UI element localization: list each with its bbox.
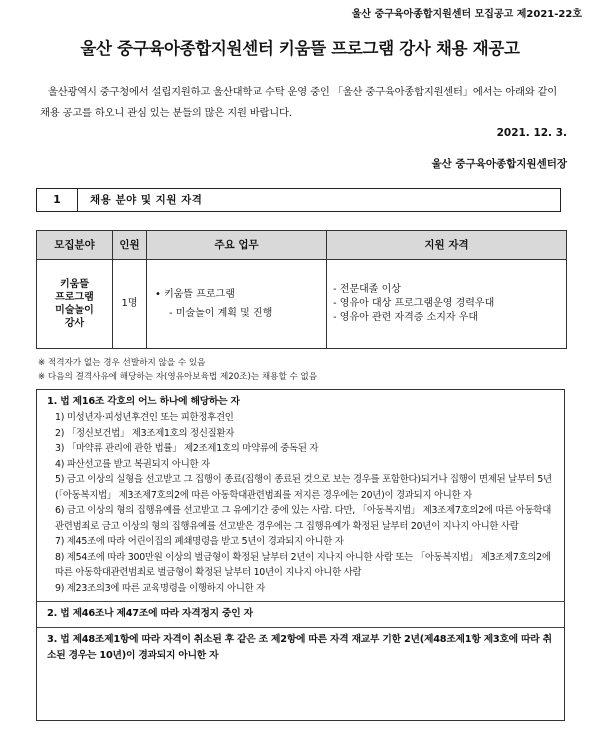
col-header-duties: 주요 업무 [147,231,327,260]
table-header-row [37,231,567,260]
field-line: 키움뜰 [60,279,89,290]
notice-date: 2021. 12. 3. [496,127,567,139]
section-number: 1 [36,188,78,212]
list-item: 8) 제54조에 따라 300만원 이상의 벌금형이 확정된 날부터 2년이 지나지 아니한 사람 또는 「아동복지법」 제3조제7호의2에 따른 아동학대관련범죄로 벌금형이 확정된 날부터 10년이 지나지 아니한 사람 [55,551,551,578]
list-item: 2) 「정신보건법」 제3조제1호의 정신질환자 [55,427,235,439]
note-line: ※ 다음의 결격사유에 해당하는 자(영유아보육법 제20조)는 채용할 수 없음 [38,372,318,382]
cell-field [37,260,113,349]
col-header-field: 모집분야 [37,231,113,260]
disqualification-heading: 2. 법 제46조나 제47조에 따라 자격정지 중인 자 [47,608,253,619]
cell-count: 1명 [113,260,147,349]
note-line: ※ 적격자가 없는 경우 선발하지 않을 수 있음 [38,358,206,368]
list-item: 4) 파산선고를 받고 복권되지 아니한 자 [55,458,210,470]
duty-line: • 키움뜰 프로그램 [155,289,235,300]
list-item: 9) 제23조의3에 따른 교육명령을 이행하지 아니한 자 [55,582,265,594]
qualification-line: - 영유아 대상 프로그램운영 경력우대 [333,298,495,309]
qualification-line: - 전문대졸 이상 [333,284,401,295]
notice-reference: 울산 중구육아종합지원센터 모집공고 제2021-22호 [351,9,582,20]
cell-qualifications [327,260,567,349]
duty-line: - 미술놀이 계획 및 진행 [169,308,273,319]
list-item: 3) 「마약류 관리에 관한 법률」 제2조제1호의 마약류에 중독된 자 [55,443,319,454]
list-item: 7) 제45조에 따라 어린이집의 폐쇄명령을 받고 5년이 경과되지 아니한 자 [55,536,344,547]
list-item: 6) 금고 이상의 형의 집행유예를 선고받고 그 유예기간 중에 있는 사람. 다만, 「아동복지법」 제3조제7호의2에 따른 아동학대관련범죄로 금고 이상의 형의 집행유예를 선고받은 경우에는 그 집행유예가 확정된 날부터 20년이 지나지 아니한 사람 [55,505,552,532]
recruitment-table [36,230,567,349]
disqualification-heading: 1. 법 제16조 각호의 어느 하나에 해당하는 자 [47,396,240,407]
cell-duties [147,260,327,349]
page-title: 울산 중구육아종합지원센터 키움뜰 프로그램 강사 채용 재공고 [80,39,520,58]
section-heading [36,188,561,212]
col-header-qualifications: 지원 자격 [327,231,567,260]
field-line: 강사 [64,318,85,329]
field-line: 미술놀이 [55,305,94,316]
intro-paragraph: 울산광역시 중구청에서 설립지원하고 울산대학교 수탁 운영 중인 「울산 중구육아종합지원센터」에서는 아래와 같이 채용 공고를 하오니 관심 있는 분들의 많은 지원 바랍니다. [40,86,558,119]
list-item: 5) 금고 이상의 실형을 선고받고 그 집행이 종료(집행이 종료된 것으로 보는 경우를 포함한다)되거나 집행이 면제된 날부터 5년(「아동복지법」 제3조제7호의2에 따른 아동학대관련범죄를 저지른 경우에는 20년)이 경과되지 아니한 자 [55,474,552,501]
divider [37,601,564,602]
table-row [37,260,567,349]
disqualification-box [36,389,565,721]
list-item: 1) 미성년자·피성년후견인 또는 피한정후견인 [55,412,234,423]
qualification-line: - 영유아 관련 자격증 소지자 우대 [333,312,479,323]
divider [37,627,564,628]
notes [38,356,317,384]
field-line: 프로그램 [55,292,94,303]
signature: 울산 중구육아종합지원센터장 [431,158,567,170]
col-header-count: 인원 [113,231,147,260]
section-title: 채용 분야 및 지원 자격 [78,188,561,212]
disqualification-heading: 3. 법 제48조제1항에 따라 자격이 취소된 후 같은 조 제2항에 따른 자격 재교부 기한 2년(제48조제1항 제3호에 따라 취소된 경우는 10년)이 경과되지 아니한 자 [47,634,552,661]
